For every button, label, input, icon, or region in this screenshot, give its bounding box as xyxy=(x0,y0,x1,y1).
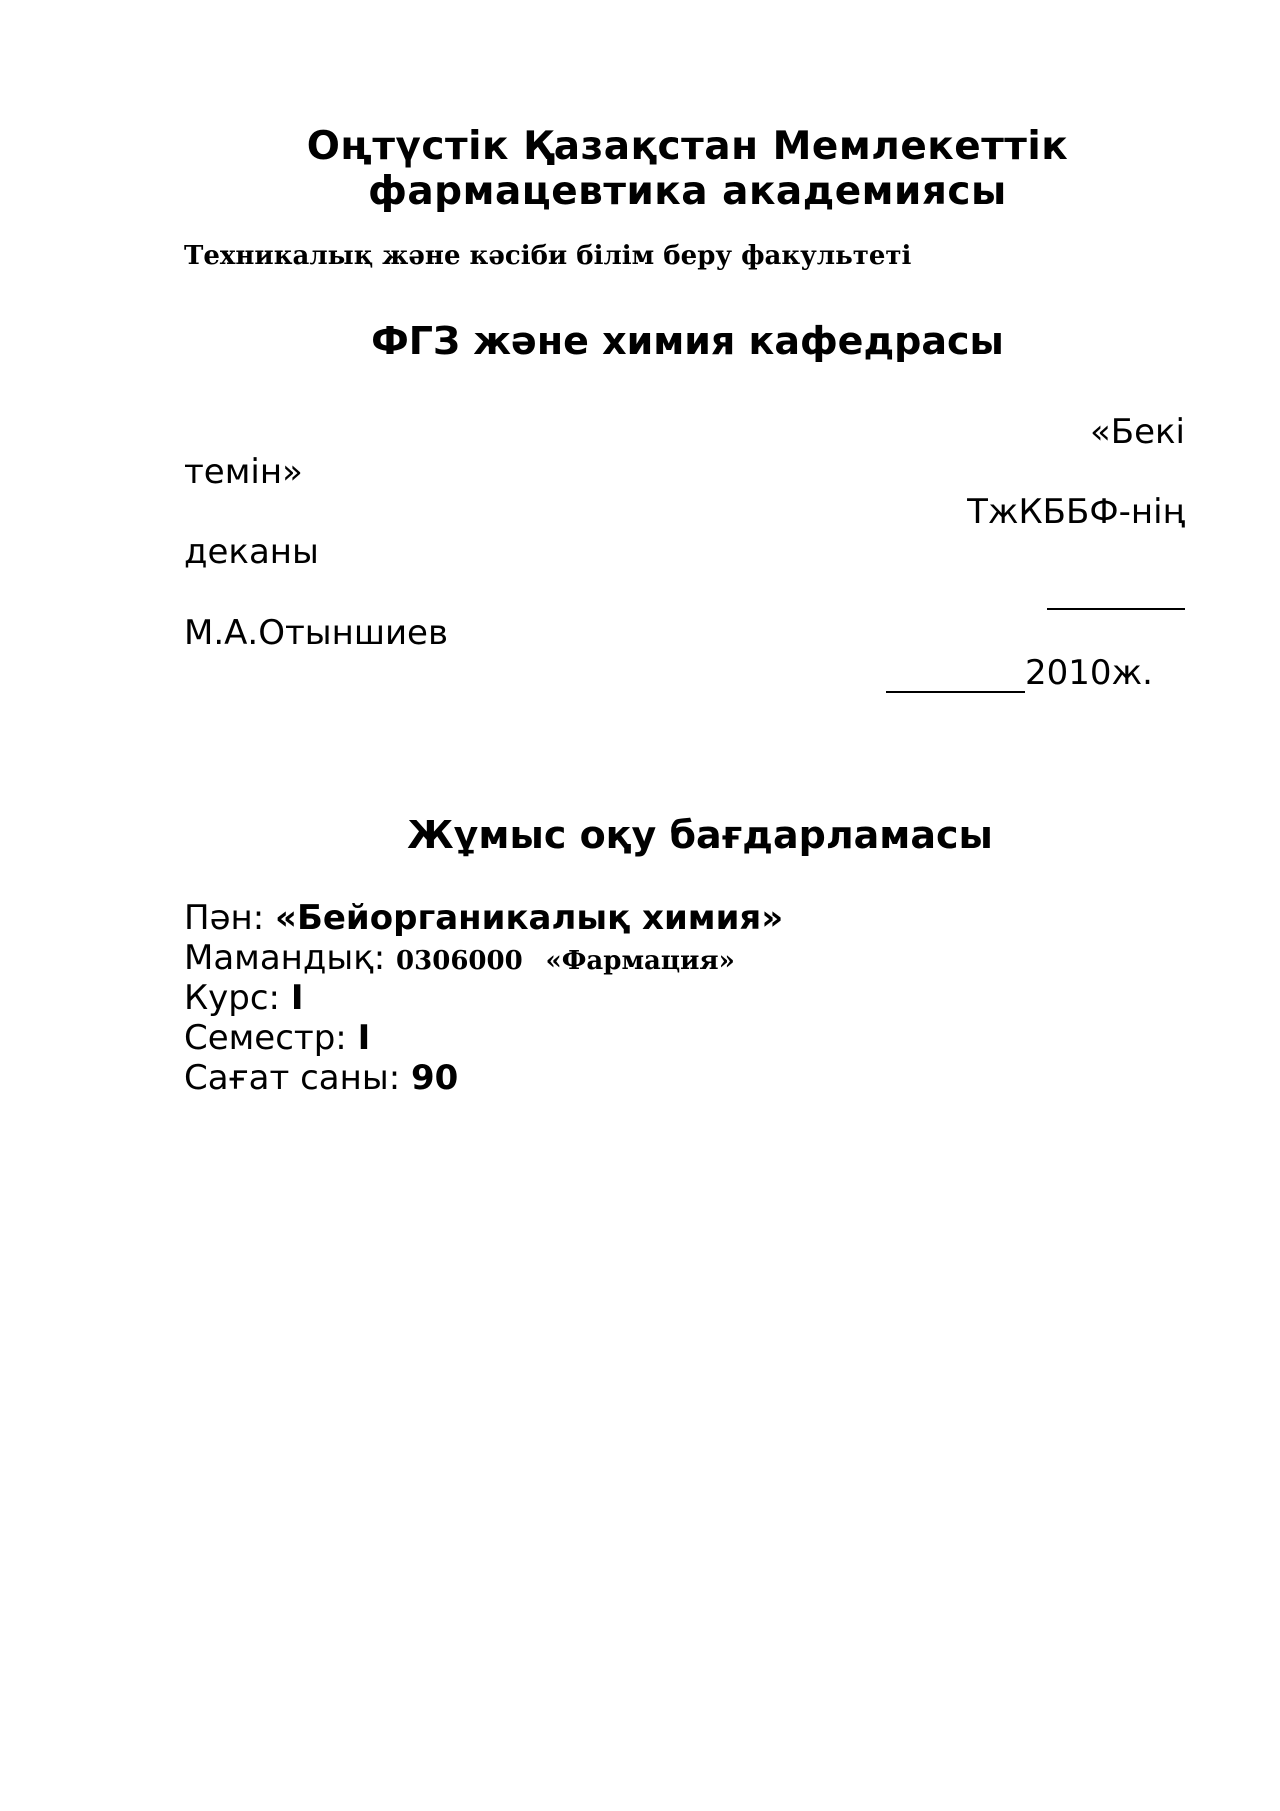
subject-label: Пән: xyxy=(184,898,265,938)
program-title: Жұмыс оқу бағдарламасы xyxy=(407,813,993,857)
subject-value: «Бейорганикалық химия» xyxy=(274,898,784,938)
department-name: ФГЗ және химия кафедрасы xyxy=(371,319,1004,363)
specialty-code: 0306000 xyxy=(396,946,523,976)
hours-row xyxy=(184,1058,459,1098)
dean-title-part2: деканы xyxy=(184,532,319,572)
hours-label: Сағат саны: xyxy=(184,1058,401,1098)
course-label: Курс: xyxy=(184,978,280,1018)
approval-heading-part1: «Бекі xyxy=(1089,412,1185,452)
date-blank-line xyxy=(886,691,1025,693)
subject-row xyxy=(184,898,784,938)
dean-name: М.А.Отыншиев xyxy=(184,613,449,653)
institution-name-line1: Оңтүстік Қазақстан Мемлекеттік xyxy=(306,124,1069,169)
course-row xyxy=(184,978,304,1018)
specialty-label: Мамандық: xyxy=(184,938,386,978)
dean-title-part1: ТжКББФ-нің xyxy=(967,492,1185,532)
hours-value: 90 xyxy=(410,1058,459,1098)
specialty-row xyxy=(184,938,735,978)
signature-line xyxy=(1047,608,1185,610)
semester-value: I xyxy=(357,1018,371,1058)
approval-date: 2010ж. xyxy=(1025,653,1153,693)
faculty-name: Техникалық және кәсіби білім беру факультеті xyxy=(184,241,912,271)
course-value: I xyxy=(290,978,304,1018)
semester-label: Семестр: xyxy=(184,1018,347,1058)
semester-row xyxy=(184,1018,371,1058)
approval-heading-part2: темін» xyxy=(184,452,303,492)
institution-name-line2: фармацевтика академиясы xyxy=(368,169,1007,214)
specialty-name: «Фармация» xyxy=(545,946,735,976)
